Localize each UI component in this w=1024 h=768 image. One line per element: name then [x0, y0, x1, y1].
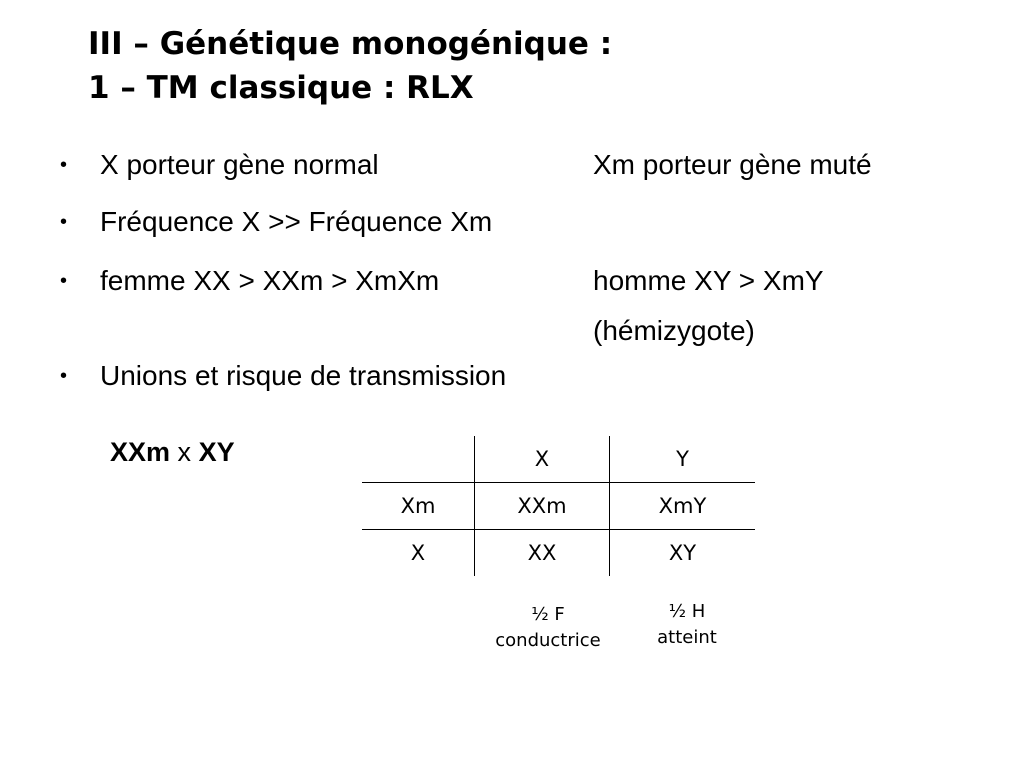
bullet-text-left: Unions et risque de transmission	[100, 360, 507, 391]
genetic-cross	[110, 437, 235, 468]
bullet-item	[60, 197, 1020, 237]
cross-parent-mother: XXm	[110, 437, 171, 467]
bullet-text-right: homme XY > XmY	[593, 265, 824, 296]
bullet-dot: •	[60, 211, 68, 233]
punnett-header-row	[362, 436, 755, 483]
punnett-square	[362, 436, 755, 576]
bullet-text-left: Fréquence X >> Fréquence Xm	[100, 206, 493, 237]
title-line-1: III – Génétique monogénique :	[88, 26, 613, 62]
bullet-text-left: X porteur gène normal	[100, 149, 379, 180]
bullet-continuation	[60, 306, 1020, 346]
title-line-2: 1 – TM classique : RLX	[88, 70, 474, 106]
bullet-item	[60, 256, 1020, 296]
punnett-cell: XX	[475, 530, 610, 577]
note-female-carrier	[478, 602, 618, 654]
punnett-header-cell: X	[475, 436, 610, 483]
punnett-row	[362, 530, 755, 577]
punnett-cell: XmY	[610, 483, 756, 530]
punnett-row-header: X	[410, 541, 426, 565]
note-female-label: conductrice	[495, 630, 601, 651]
note-male-fraction: ½ H	[668, 601, 706, 622]
note-female-fraction: ½ F	[531, 604, 565, 625]
punnett-corner-cell	[362, 436, 475, 483]
bullet-item	[60, 140, 1020, 180]
punnett-cell: XXm	[475, 483, 610, 530]
bullet-dot: •	[60, 270, 68, 292]
punnett-row	[362, 483, 755, 530]
note-male-affected	[624, 599, 750, 651]
cross-parent-father: XY	[198, 437, 235, 467]
slide-title	[88, 22, 612, 110]
bullet-text-left: femme XX > XXm > XmXm	[100, 265, 440, 296]
bullet-item	[60, 351, 1020, 391]
bullet-dot: •	[60, 365, 68, 387]
punnett-header-cell: Y	[610, 436, 756, 483]
bullet-text-right: Xm porteur gène muté	[593, 149, 872, 180]
cross-operator: x	[177, 437, 192, 467]
bullet-text-right: (hémizygote)	[593, 315, 755, 346]
note-male-label: atteint	[657, 627, 717, 648]
punnett-row-header: Xm	[362, 483, 475, 530]
punnett-cell: XY	[610, 530, 756, 577]
bullet-dot: •	[60, 154, 68, 176]
